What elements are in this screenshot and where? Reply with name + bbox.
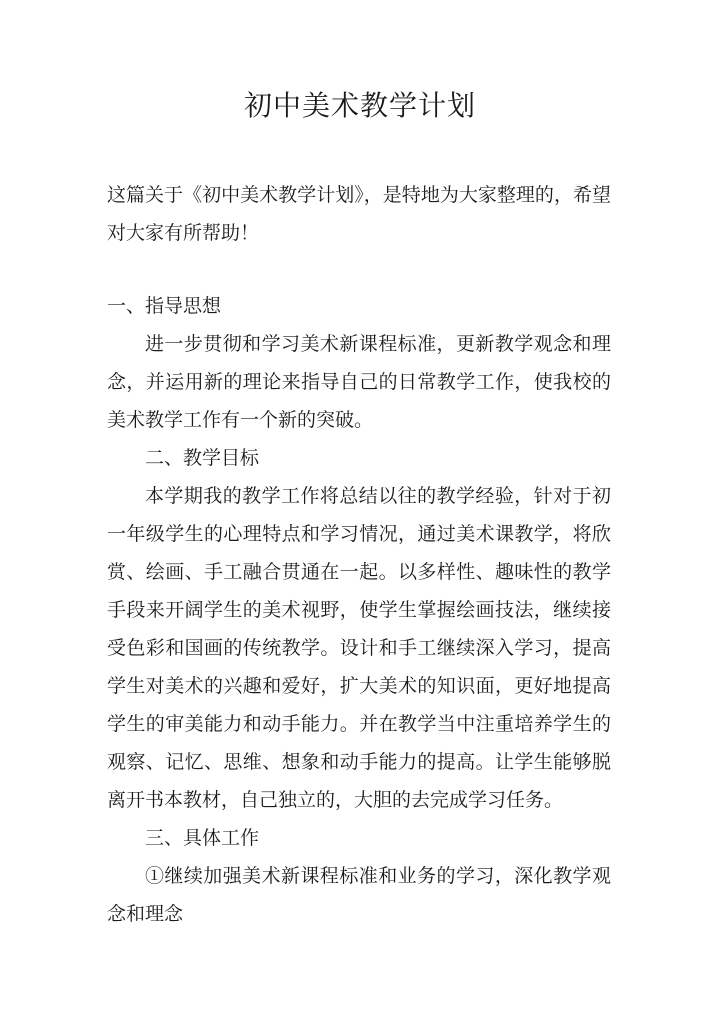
section-heading-guiding-ideology: 一、指导思想 — [107, 295, 222, 317]
paragraph-teaching-goals: 本学期我的教学工作将总结以往的教学经验，针对于初一年级学生的心理特点和学习情况，通过美术课教学，将欣赏、绘画、手工融合贯通在一起。以多样性、趣味性的教学手段来开阔学生的美术视野，使学生掌握绘画技法，继续接受色彩和国画的传统教学。设计和手工继续深入学习，提高学生对美术的兴趣和爱好，扩大美术的知识面，更好地提高学生的审美能力和动手能力。并在教学当中注重培养学生的观察、记忆、思维、想象和动手能力的提高。让学生能够脱离开书本教材，自己独立的，大胆的去完成学习任务。 — [107, 485, 611, 811]
document-body — [107, 287, 611, 933]
paragraph-guiding-ideology: 进一步贯彻和学习美术新课程标准，更新教学观念和理念，并运用新的理论来指导自己的日常教学工作，使我校的美术教学工作有一个新的突破。 — [107, 333, 611, 431]
intro-paragraph: 这篇关于《初中美术教学计划》，是特地为大家整理的，希望对大家有所帮助！ — [107, 184, 611, 244]
section-heading-specific-work: 三、具体工作 — [145, 827, 260, 849]
paragraph-specific-work: ①继续加强美术新课程标准和业务的学习，深化教学观念和理念 — [107, 865, 611, 925]
section-heading-teaching-goals: 二、教学目标 — [145, 447, 260, 469]
document-title: 初中美术教学计划 — [243, 89, 476, 122]
